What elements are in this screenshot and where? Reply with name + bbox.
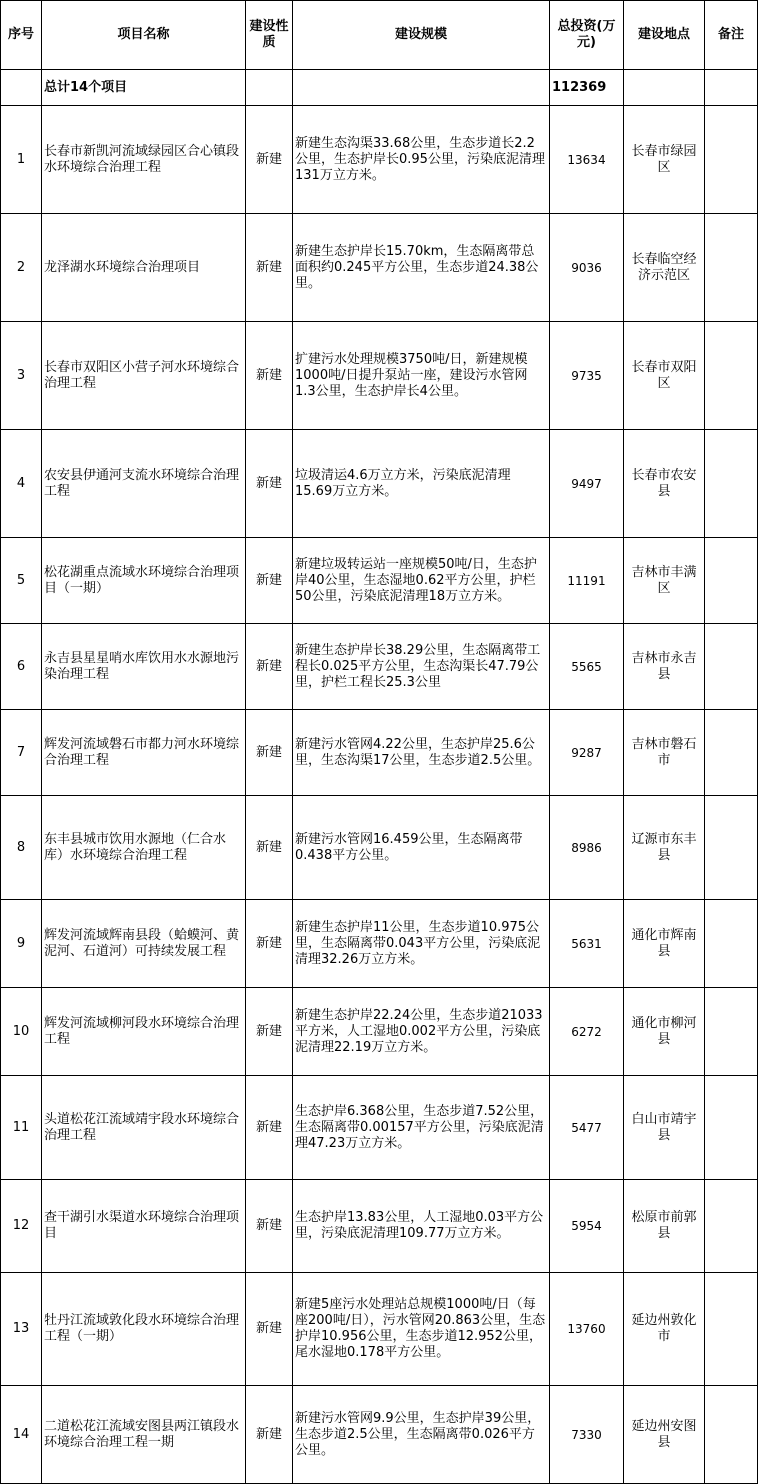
cell-note <box>705 214 758 322</box>
cell-no: 7 <box>1 710 42 796</box>
cell-scale: 新建污水管网9.9公里，生态护岸39公里，生态步道2.5公里，生态隔离带0.026平方公里。 <box>293 1386 550 1484</box>
cell-nature: 新建 <box>246 624 293 710</box>
cell-nature: 新建 <box>246 106 293 214</box>
cell-note <box>705 106 758 214</box>
cell-invest: 13760 <box>550 1273 624 1386</box>
cell-invest: 9036 <box>550 214 624 322</box>
cell-scale: 扩建污水处理规模3750吨/日，新建规模1000吨/日提升泵站一座，建设污水管网1.3公里，生态护岸长4公里。 <box>293 322 550 430</box>
cell-name: 牡丹江流域敦化段水环境综合治理工程（一期） <box>42 1273 246 1386</box>
cell-no: 3 <box>1 322 42 430</box>
cell-no: 6 <box>1 624 42 710</box>
cell-nature: 新建 <box>246 1076 293 1180</box>
table-row <box>1 1076 758 1180</box>
cell-name: 永吉县星星哨水库饮用水水源地污染治理工程 <box>42 624 246 710</box>
cell-location: 长春市双阳区 <box>624 322 705 430</box>
cell-location: 长春临空经济示范区 <box>624 214 705 322</box>
cell-invest: 5954 <box>550 1180 624 1273</box>
cell-invest: 7330 <box>550 1386 624 1484</box>
cell-invest: 9287 <box>550 710 624 796</box>
cell-scale: 新建生态沟渠33.68公里，生态步道长2.2公里，生态护岸长0.95公里，污染底泥清理131万立方米。 <box>293 106 550 214</box>
cell-location: 通化市辉南县 <box>624 900 705 988</box>
cell-name: 二道松花江流域安图县两江镇段水环境综合治理工程一期 <box>42 1386 246 1484</box>
cell-note <box>705 1180 758 1273</box>
cell-location: 吉林市丰满区 <box>624 538 705 624</box>
cell-nature: 新建 <box>246 430 293 538</box>
table-row <box>1 1273 758 1386</box>
table-row <box>1 988 758 1076</box>
table-row <box>1 322 758 430</box>
cell-note <box>705 796 758 900</box>
cell-name: 东丰县城市饮用水源地（仁合水库）水环境综合治理工程 <box>42 796 246 900</box>
cell-name: 头道松花江流域靖宇段水环境综合治理工程 <box>42 1076 246 1180</box>
header-row <box>1 1 758 70</box>
cell-invest: 9735 <box>550 322 624 430</box>
cell-nature: 新建 <box>246 900 293 988</box>
cell-no: 13 <box>1 1273 42 1386</box>
cell-scale: 生态护岸6.368公里，生态步道7.52公里，生态隔离带0.00157平方公里，污染底泥清理47.23万立方米。 <box>293 1076 550 1180</box>
cell-scale: 垃圾清运4.6万立方米，污染底泥清理15.69万立方米。 <box>293 430 550 538</box>
cell-scale: 新建污水管网4.22公里，生态护岸25.6公里，生态沟渠17公里，生态步道2.5公里。 <box>293 710 550 796</box>
cell-nature: 新建 <box>246 988 293 1076</box>
cell-nature: 新建 <box>246 710 293 796</box>
cell-location: 辽源市东丰县 <box>624 796 705 900</box>
cell-note <box>705 322 758 430</box>
cell-no: 1 <box>1 106 42 214</box>
total-nature-cell <box>246 70 293 106</box>
header-location: 建设地点 <box>624 1 705 70</box>
cell-note <box>705 988 758 1076</box>
table-row <box>1 214 758 322</box>
table-row <box>1 796 758 900</box>
total-location-cell <box>624 70 705 106</box>
cell-nature: 新建 <box>246 538 293 624</box>
cell-no: 10 <box>1 988 42 1076</box>
cell-location: 吉林市永吉县 <box>624 624 705 710</box>
table-row <box>1 710 758 796</box>
cell-no: 5 <box>1 538 42 624</box>
cell-scale: 新建污水管网16.459公里，生态隔离带0.438平方公里。 <box>293 796 550 900</box>
cell-invest: 6272 <box>550 988 624 1076</box>
cell-nature: 新建 <box>246 322 293 430</box>
total-note-cell <box>705 70 758 106</box>
cell-location: 通化市柳河县 <box>624 988 705 1076</box>
total-row <box>1 70 758 106</box>
cell-invest: 9497 <box>550 430 624 538</box>
cell-name: 长春市双阳区小营子河水环境综合治理工程 <box>42 322 246 430</box>
cell-invest: 11191 <box>550 538 624 624</box>
total-label: 总计14个项目 <box>42 70 246 106</box>
total-no-cell <box>1 70 42 106</box>
total-scale-cell <box>293 70 550 106</box>
cell-nature: 新建 <box>246 214 293 322</box>
cell-scale: 新建生态护岸长38.29公里，生态隔离带工程长0.025平方公里，生态沟渠长47.79公里，护栏工程长25.3公里 <box>293 624 550 710</box>
cell-location: 长春市农安县 <box>624 430 705 538</box>
cell-scale: 新建生态护岸22.24公里，生态步道21033平方米，人工湿地0.002平方公里，污染底泥清理22.19万立方米。 <box>293 988 550 1076</box>
cell-name: 长春市新凯河流域绿园区合心镇段水环境综合治理工程 <box>42 106 246 214</box>
table-row <box>1 900 758 988</box>
cell-nature: 新建 <box>246 796 293 900</box>
cell-invest: 5631 <box>550 900 624 988</box>
cell-name: 辉发河流域柳河段水环境综合治理工程 <box>42 988 246 1076</box>
header-note: 备注 <box>705 1 758 70</box>
header-name: 项目名称 <box>42 1 246 70</box>
cell-no: 4 <box>1 430 42 538</box>
cell-note <box>705 1273 758 1386</box>
cell-location: 松原市前郭县 <box>624 1180 705 1273</box>
cell-note <box>705 1076 758 1180</box>
cell-name: 龙泽湖水环境综合治理项目 <box>42 214 246 322</box>
table-row <box>1 624 758 710</box>
table-row <box>1 430 758 538</box>
table-row <box>1 1180 758 1273</box>
header-nature: 建设性质 <box>246 1 293 70</box>
header-invest: 总投资(万元) <box>550 1 624 70</box>
cell-no: 12 <box>1 1180 42 1273</box>
header-no: 序号 <box>1 1 42 70</box>
cell-scale: 新建垃圾转运站一座规模50吨/日，生态护岸40公里，生态湿地0.62平方公里，护栏50公里，污染底泥清理18万立方米。 <box>293 538 550 624</box>
cell-no: 8 <box>1 796 42 900</box>
cell-scale: 新建5座污水处理站总规模1000吨/日（每座200吨/日），污水管网20.863公里，生态护岸10.956公里，生态步道12.952公里，尾水湿地0.178平方公里。 <box>293 1273 550 1386</box>
cell-invest: 13634 <box>550 106 624 214</box>
header-scale: 建设规模 <box>293 1 550 70</box>
cell-nature: 新建 <box>246 1386 293 1484</box>
table-row <box>1 538 758 624</box>
cell-note <box>705 430 758 538</box>
cell-location: 长春市绿园区 <box>624 106 705 214</box>
cell-location: 白山市靖宇县 <box>624 1076 705 1180</box>
cell-scale: 新建生态护岸长15.70km，生态隔离带总面积约0.245平方公里，生态步道24.38公里。 <box>293 214 550 322</box>
cell-location: 延边州敦化市 <box>624 1273 705 1386</box>
cell-nature: 新建 <box>246 1180 293 1273</box>
cell-invest: 5477 <box>550 1076 624 1180</box>
cell-note <box>705 710 758 796</box>
cell-note <box>705 1386 758 1484</box>
cell-name: 查干湖引水渠道水环境综合治理项目 <box>42 1180 246 1273</box>
cell-name: 农安县伊通河支流水环境综合治理工程 <box>42 430 246 538</box>
cell-note <box>705 900 758 988</box>
cell-note <box>705 538 758 624</box>
cell-no: 2 <box>1 214 42 322</box>
cell-scale: 生态护岸13.83公里，人工湿地0.03平方公里，污染底泥清理109.77万立方米。 <box>293 1180 550 1273</box>
cell-name: 辉发河流域辉南县段（蛤蟆河、黄泥河、石道河）可持续发展工程 <box>42 900 246 988</box>
cell-note <box>705 624 758 710</box>
cell-invest: 5565 <box>550 624 624 710</box>
cell-nature: 新建 <box>246 1273 293 1386</box>
cell-location: 吉林市磐石市 <box>624 710 705 796</box>
cell-invest: 8986 <box>550 796 624 900</box>
cell-name: 松花湖重点流域水环境综合治理项目（一期） <box>42 538 246 624</box>
cell-location: 延边州安图县 <box>624 1386 705 1484</box>
table-row <box>1 1386 758 1484</box>
cell-no: 14 <box>1 1386 42 1484</box>
cell-scale: 新建生态护岸11公里，生态步道10.975公里，生态隔离带0.043平方公里，污染底泥清理32.26万立方米。 <box>293 900 550 988</box>
cell-no: 11 <box>1 1076 42 1180</box>
cell-name: 辉发河流域磐石市都力河水环境综合治理工程 <box>42 710 246 796</box>
cell-no: 9 <box>1 900 42 988</box>
table-row <box>1 106 758 214</box>
total-invest: 112369 <box>550 70 624 106</box>
